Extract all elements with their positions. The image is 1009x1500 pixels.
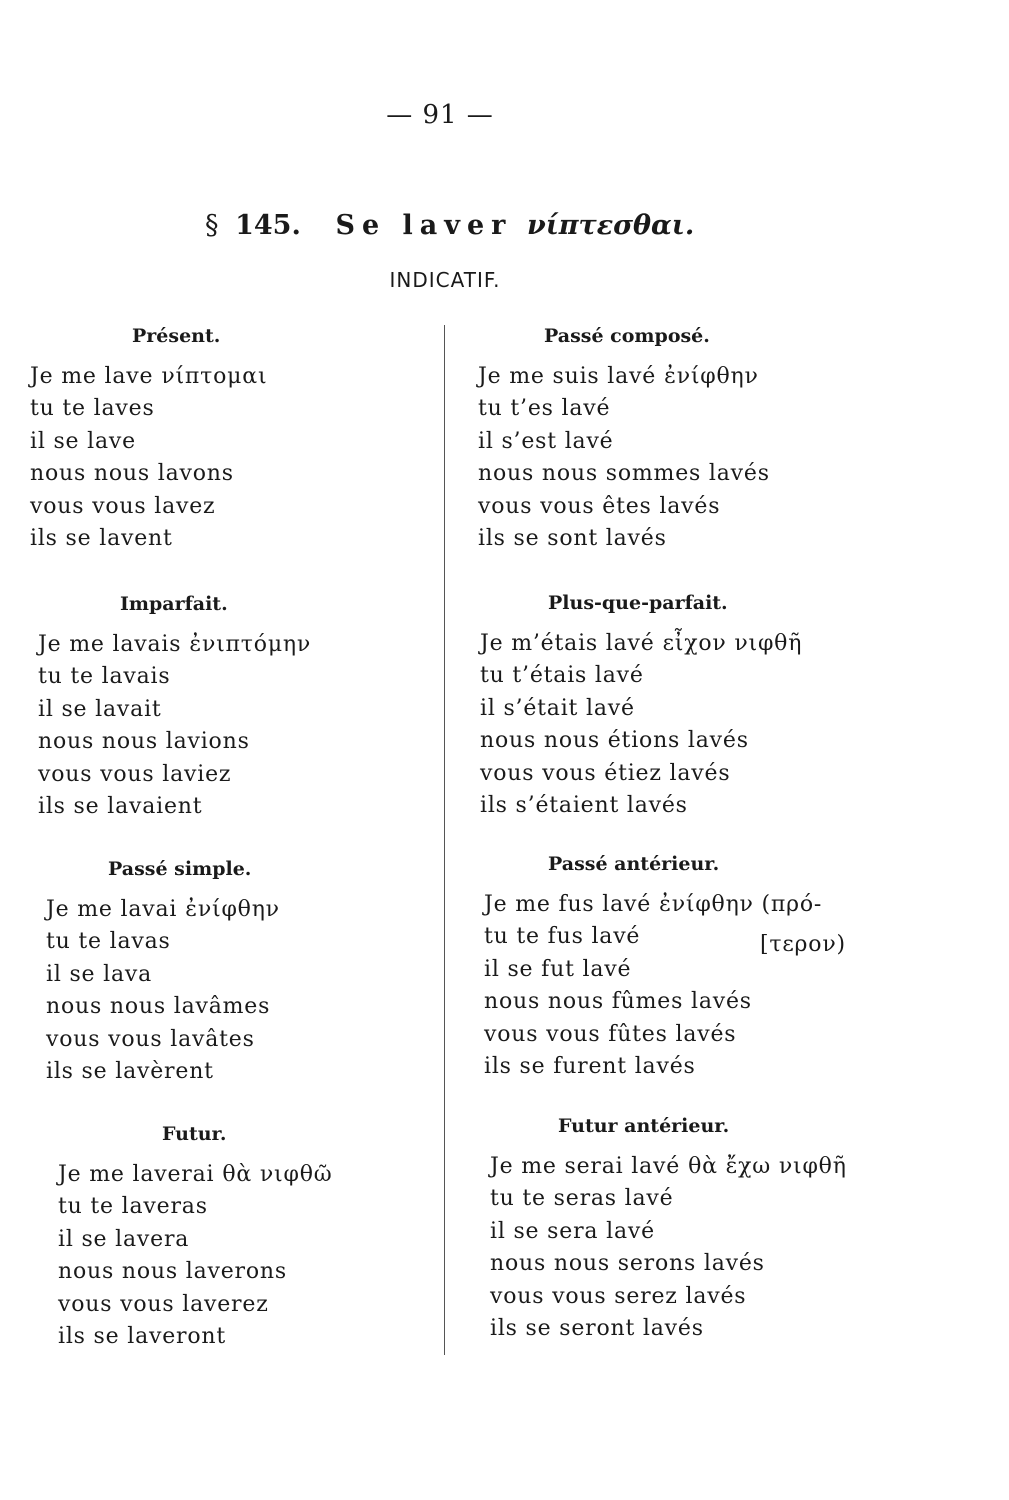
- conjugation-line: [478, 426, 770, 458]
- french-form: tu te laveras: [58, 1194, 208, 1220]
- conjugation-line: [490, 1281, 847, 1313]
- conjugation-lines: [478, 361, 770, 555]
- conjugation-line: [58, 1191, 332, 1223]
- conjugation-line: [46, 1024, 280, 1056]
- conjugation-line: [484, 986, 822, 1018]
- french-form: tu t’es lavé: [478, 396, 611, 422]
- greek-form: νίπτομαι: [161, 364, 268, 389]
- tense-heading: Imparfait.: [120, 593, 228, 615]
- french-form: nous nous étions lavés: [480, 728, 749, 754]
- conjugation-line: [38, 661, 311, 693]
- tense-block-passe-anterieur: [484, 853, 822, 1083]
- conjugation-line: [484, 954, 822, 986]
- conjugation-line: [490, 1183, 847, 1215]
- french-form: nous nous laverons: [58, 1259, 287, 1285]
- tense-block-passe-simple: [46, 858, 280, 1088]
- conjugation-line: [480, 790, 802, 822]
- conjugation-line: [46, 926, 280, 958]
- conjugation-line: [38, 629, 311, 661]
- conjugation-lines: [484, 889, 822, 1083]
- french-form: ils s’étaient lavés: [480, 793, 688, 819]
- french-form: tu t’étais lavé: [480, 663, 644, 689]
- passe-anterieur-greek-continuation: [τερον): [760, 932, 846, 957]
- french-form: ils se seront lavés: [490, 1316, 704, 1342]
- conjugation-line: [38, 759, 311, 791]
- french-form: vous vous serez lavés: [490, 1283, 747, 1309]
- greek-form: ἐνίφθην: [185, 897, 280, 922]
- conjugation-line: [46, 1056, 280, 1088]
- tense-heading: Passé composé.: [544, 325, 710, 347]
- conjugation-line: [480, 660, 802, 692]
- section-verb: Se laver: [335, 210, 513, 241]
- french-form: Je me fus lavé: [484, 892, 652, 917]
- french-form: Je me suis lavé: [478, 364, 657, 389]
- french-form: Je me laverai: [58, 1162, 215, 1187]
- french-form: il se lave: [30, 428, 136, 454]
- conjugation-line: [30, 426, 267, 458]
- conjugation-line: [38, 694, 311, 726]
- french-form: Je m’étais lavé: [480, 631, 655, 656]
- french-form: vous vous lavâtes: [46, 1026, 255, 1052]
- french-form: nous nous fûmes lavés: [484, 989, 752, 1015]
- french-form: nous nous serons lavés: [490, 1251, 765, 1277]
- french-form: il se lavait: [38, 696, 162, 722]
- conjugation-line: [30, 361, 267, 393]
- tense-block-present: [30, 325, 267, 555]
- tense-block-passe-compose: [478, 325, 770, 555]
- conjugation-line: [480, 693, 802, 725]
- french-form: il se lava: [46, 961, 153, 987]
- conjugation-line: [30, 491, 267, 523]
- conjugation-line: [46, 991, 280, 1023]
- page-number: — 91 —: [386, 100, 494, 130]
- tense-heading: Passé simple.: [108, 858, 252, 880]
- tense-heading: Futur.: [162, 1123, 227, 1145]
- conjugation-lines: [30, 361, 267, 555]
- conjugation-line: [58, 1321, 332, 1353]
- conjugation-line: [46, 894, 280, 926]
- french-form: nous nous lavons: [30, 461, 234, 487]
- conjugation-line: [46, 959, 280, 991]
- french-form: tu te fus lavé: [484, 924, 641, 950]
- french-form: vous vous laverez: [58, 1291, 269, 1317]
- conjugation-line: [478, 491, 770, 523]
- greek-form: εἶχον νιφθῆ: [662, 631, 803, 656]
- french-form: il se lavera: [58, 1226, 190, 1252]
- greek-form: θὰ νιφθῶ: [222, 1162, 333, 1187]
- french-form: il se fut lavé: [484, 956, 632, 982]
- conjugation-line: [38, 726, 311, 758]
- conjugation-line: [58, 1159, 332, 1191]
- conjugation-line: [478, 458, 770, 490]
- conjugation-line: [480, 758, 802, 790]
- conjugation-line: [484, 889, 822, 921]
- french-form: ils se sont lavés: [478, 526, 667, 552]
- french-form: nous nous sommes lavés: [478, 461, 770, 487]
- conjugation-line: [38, 791, 311, 823]
- french-form: Je me lavais: [38, 632, 182, 657]
- conjugation-line: [478, 361, 770, 393]
- french-form: tu te seras lavé: [490, 1186, 674, 1212]
- column-divider: [444, 325, 445, 1355]
- tense-block-futur: [58, 1123, 332, 1353]
- greek-form: ἐνίφθην: [664, 364, 759, 389]
- conjugation-line: [30, 393, 267, 425]
- greek-form: θὰ ἔχω νιφθῆ: [688, 1154, 847, 1179]
- tense-heading: Futur antérieur.: [558, 1115, 730, 1137]
- conjugation-line: [478, 393, 770, 425]
- greek-form: ἐνίφθην (πρό-: [659, 892, 823, 917]
- french-form: tu te lavais: [38, 664, 171, 690]
- tense-heading: Plus-que-parfait.: [548, 592, 728, 614]
- tense-block-imparfait: [38, 593, 311, 823]
- conjugation-lines: [58, 1159, 332, 1353]
- conjugation-line: [480, 628, 802, 660]
- french-form: vous vous fûtes lavés: [484, 1021, 737, 1047]
- section-title: [205, 210, 725, 241]
- mood-heading: INDICATIF.: [389, 268, 501, 292]
- tense-heading: Passé antérieur.: [548, 853, 720, 875]
- french-form: vous vous laviez: [38, 761, 232, 787]
- french-form: ils se lavaient: [38, 794, 203, 820]
- french-form: il se sera lavé: [490, 1218, 655, 1244]
- french-form: il s’est lavé: [478, 428, 614, 454]
- french-form: Je me lavai: [46, 897, 178, 922]
- conjugation-line: [480, 725, 802, 757]
- conjugation-line: [30, 458, 267, 490]
- conjugation-line: [58, 1224, 332, 1256]
- conjugation-lines: [480, 628, 802, 822]
- conjugation-line: [58, 1289, 332, 1321]
- conjugation-line: [30, 523, 267, 555]
- conjugation-line: [490, 1313, 847, 1345]
- conjugation-line: [490, 1248, 847, 1280]
- section-number: 145.: [235, 210, 301, 241]
- french-form: tu te laves: [30, 396, 155, 422]
- conjugation-lines: [490, 1151, 847, 1345]
- french-form: nous nous lavions: [38, 729, 250, 755]
- conjugation-line: [478, 523, 770, 555]
- french-form: nous nous lavâmes: [46, 994, 271, 1020]
- conjugation-line: [58, 1256, 332, 1288]
- section-greek: νίπτεσθαι.: [526, 210, 695, 241]
- french-form: ils se lavent: [30, 526, 173, 552]
- conjugation-lines: [38, 629, 311, 823]
- french-form: Je me serai lavé: [490, 1154, 681, 1179]
- french-form: Je me lave: [30, 364, 154, 389]
- section-mark: §: [205, 210, 219, 241]
- french-form: il s’était lavé: [480, 695, 635, 721]
- conjugation-line: [490, 1151, 847, 1183]
- french-form: ils se lavèrent: [46, 1059, 214, 1085]
- greek-form: ἐνιπτόμην: [189, 632, 312, 657]
- conjugation-lines: [46, 894, 280, 1088]
- conjugation-line: [484, 1019, 822, 1051]
- french-form: vous vous étiez lavés: [480, 760, 731, 786]
- french-form: tu te lavas: [46, 929, 171, 955]
- french-form: ils se furent lavés: [484, 1054, 696, 1080]
- tense-heading: Présent.: [132, 325, 221, 347]
- tense-block-plus-que-parfait: [480, 592, 802, 822]
- french-form: vous vous lavez: [30, 493, 216, 519]
- french-form: vous vous êtes lavés: [478, 493, 721, 519]
- tense-block-futur-anterieur: [490, 1115, 847, 1345]
- conjugation-line: [490, 1216, 847, 1248]
- french-form: ils se laveront: [58, 1324, 227, 1350]
- conjugation-line: [484, 1051, 822, 1083]
